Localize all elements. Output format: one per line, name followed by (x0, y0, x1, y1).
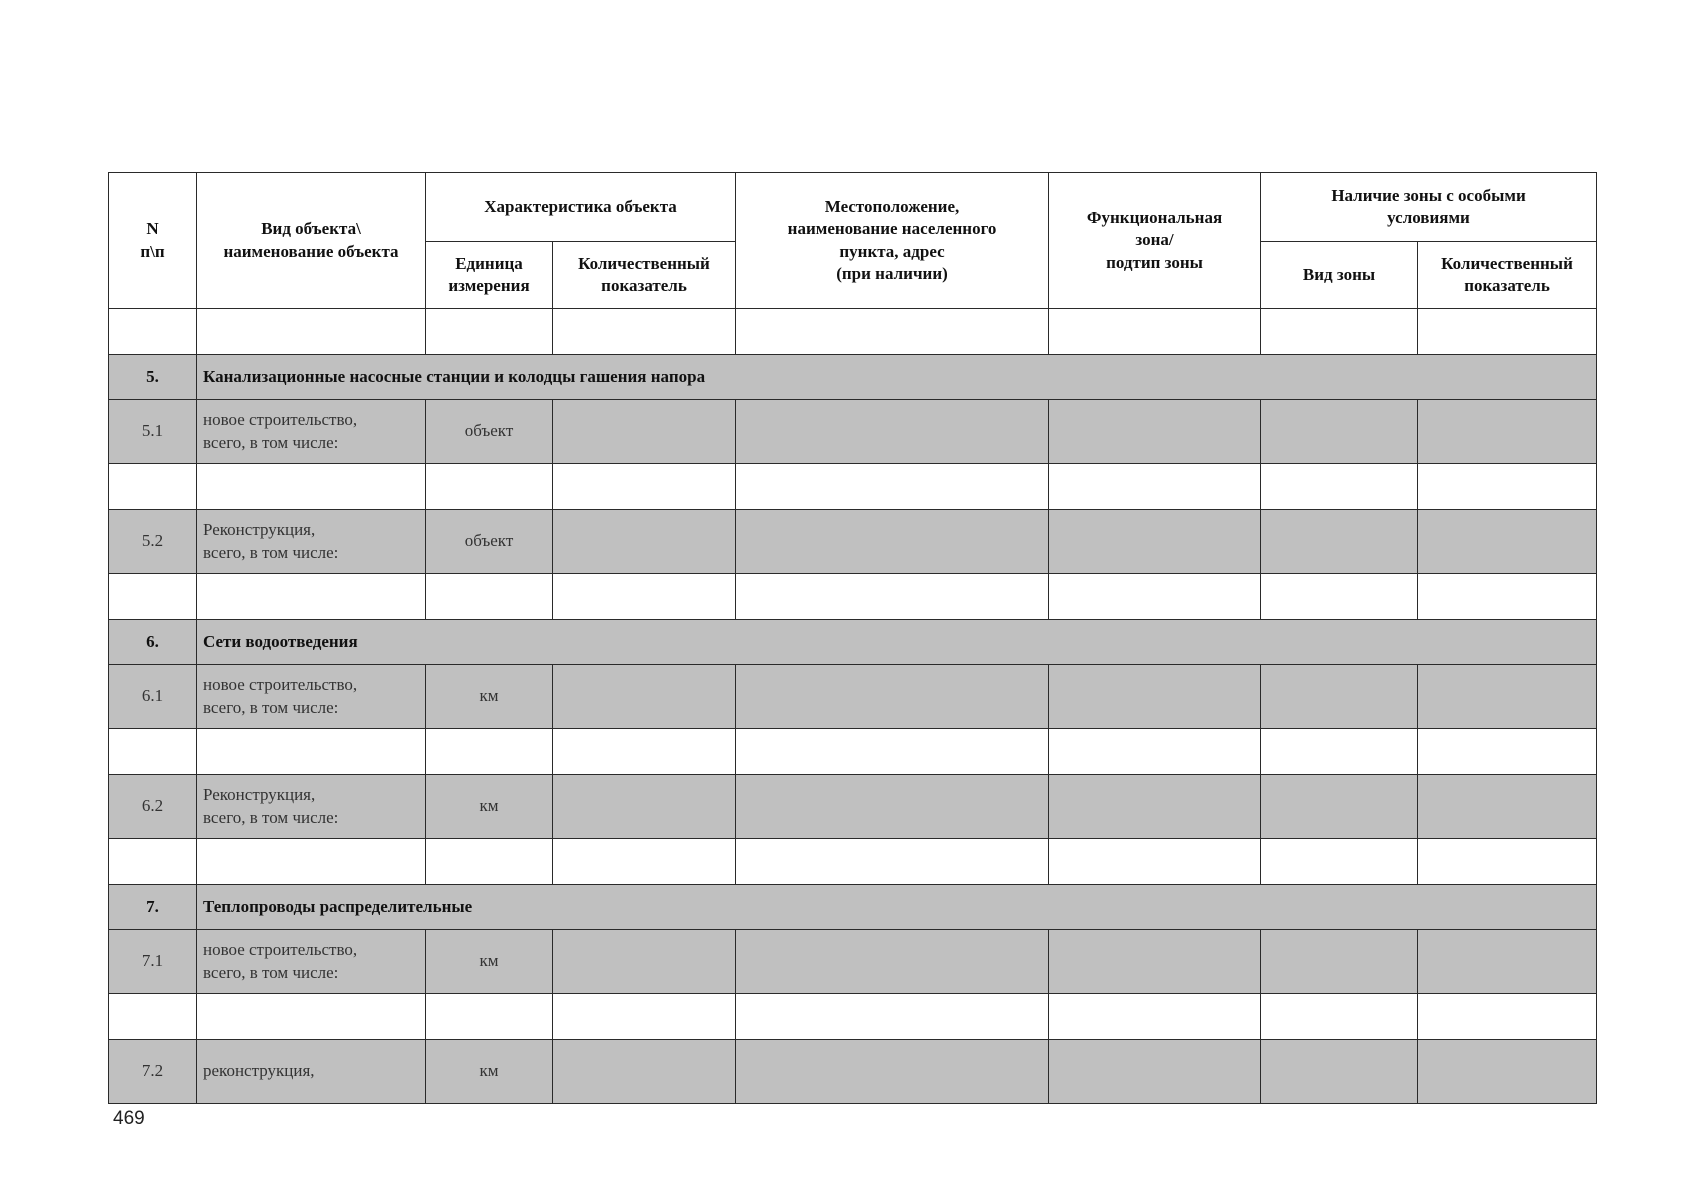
table-cell (1418, 464, 1597, 510)
table-cell (1261, 665, 1418, 729)
table-cell (109, 574, 197, 620)
table-cell (1049, 930, 1261, 994)
table-cell (1261, 994, 1418, 1040)
data-table (108, 172, 1597, 1104)
table-cell (426, 729, 553, 775)
table-cell (553, 510, 736, 574)
table-cell (553, 574, 736, 620)
header-num: N п\п (109, 173, 197, 309)
table-cell (553, 994, 736, 1040)
header-functional-zone: Функциональная зона/ подтип зоны (1049, 173, 1261, 309)
table-cell (197, 839, 426, 885)
section-title: Теплопроводы распределительные (197, 885, 1597, 930)
header-zone-type: Вид зоны (1261, 242, 1418, 309)
table-cell (1049, 400, 1261, 464)
table-row-blank (109, 994, 1597, 1040)
table-cell (553, 1040, 736, 1104)
item-num: 5.1 (109, 400, 197, 464)
table-cell (736, 994, 1049, 1040)
table-cell (197, 994, 426, 1040)
table-cell (197, 309, 426, 355)
table-cell (553, 400, 736, 464)
item-num: 6.2 (109, 775, 197, 839)
header-quantity: Количественный показатель (553, 242, 736, 309)
table-row-blank (109, 574, 1597, 620)
table-cell (1418, 729, 1597, 775)
table-cell (1049, 1040, 1261, 1104)
table-row-blank (109, 839, 1597, 885)
table-cell (736, 510, 1049, 574)
item-unit: объект (426, 510, 553, 574)
item-name: новое строительство, всего, в том числе: (197, 400, 426, 464)
table-cell (1261, 729, 1418, 775)
item-unit: км (426, 930, 553, 994)
table-cell (736, 665, 1049, 729)
table-cell (1418, 510, 1597, 574)
table-cell (426, 309, 553, 355)
table-cell (1261, 400, 1418, 464)
table-cell (1049, 574, 1261, 620)
table-cell (553, 464, 736, 510)
section-num: 7. (109, 885, 197, 930)
table-row (109, 775, 1597, 839)
table-row (109, 1040, 1597, 1104)
section-title: Канализационные насосные станции и колодцы гашения напора (197, 355, 1597, 400)
table-cell (426, 464, 553, 510)
table-cell (1049, 729, 1261, 775)
table-cell (426, 574, 553, 620)
table-cell (1049, 994, 1261, 1040)
table-row-blank (109, 729, 1597, 775)
table-cell (1418, 994, 1597, 1040)
table-cell (736, 574, 1049, 620)
table-cell (736, 309, 1049, 355)
table-cell (1261, 510, 1418, 574)
table-cell (1049, 665, 1261, 729)
table-cell (109, 464, 197, 510)
item-name: реконструкция, (197, 1040, 426, 1104)
section-num: 6. (109, 620, 197, 665)
table-row (109, 510, 1597, 574)
table-cell (1261, 1040, 1418, 1104)
header-characteristic: Характеристика объекта (426, 173, 736, 242)
table-cell (1261, 839, 1418, 885)
table-cell (736, 729, 1049, 775)
page-number: 469 (113, 1108, 145, 1129)
item-unit: км (426, 1040, 553, 1104)
table-cell (109, 839, 197, 885)
table-cell (197, 729, 426, 775)
table-cell (197, 464, 426, 510)
header-name: Вид объекта\ наименование объекта (197, 173, 426, 309)
item-unit: объект (426, 400, 553, 464)
header-location: Местоположение, наименование населенного пункта, адрес (при наличии) (736, 173, 1049, 309)
table-cell (553, 665, 736, 729)
table-cell (1261, 775, 1418, 839)
table-cell (736, 464, 1049, 510)
table-cell (1418, 775, 1597, 839)
table-cell (1049, 464, 1261, 510)
table-cell (426, 994, 553, 1040)
table-row (109, 400, 1597, 464)
section-row (109, 355, 1597, 400)
section-num: 5. (109, 355, 197, 400)
table-row (109, 930, 1597, 994)
table-cell (553, 309, 736, 355)
table-cell (109, 729, 197, 775)
table-cell (1418, 400, 1597, 464)
table-cell (736, 1040, 1049, 1104)
item-unit: км (426, 665, 553, 729)
section-title: Сети водоотведения (197, 620, 1597, 665)
item-unit: км (426, 775, 553, 839)
header-unit: Единица измерения (426, 242, 553, 309)
table-row-blank (109, 464, 1597, 510)
table-cell (1418, 309, 1597, 355)
table-cell (1261, 930, 1418, 994)
item-name: Реконструкция, всего, в том числе: (197, 775, 426, 839)
item-name: новое строительство, всего, в том числе: (197, 665, 426, 729)
table-cell (1418, 839, 1597, 885)
table-cell (736, 930, 1049, 994)
table-cell (1261, 309, 1418, 355)
table-cell (197, 574, 426, 620)
table-cell (736, 839, 1049, 885)
table-cell (1261, 574, 1418, 620)
table-cell (736, 400, 1049, 464)
item-num: 7.2 (109, 1040, 197, 1104)
table-cell (109, 994, 197, 1040)
item-name: новое строительство, всего, в том числе: (197, 930, 426, 994)
table-row-blank (109, 309, 1597, 355)
item-name: Реконструкция, всего, в том числе: (197, 510, 426, 574)
item-num: 7.1 (109, 930, 197, 994)
header-zone-quantity: Количественный показатель (1418, 242, 1597, 309)
table-cell (426, 839, 553, 885)
table-cell (553, 729, 736, 775)
table-cell (1049, 510, 1261, 574)
table-cell (1261, 464, 1418, 510)
table-row (109, 665, 1597, 729)
table-cell (109, 309, 197, 355)
table-cell (1418, 1040, 1597, 1104)
section-row (109, 620, 1597, 665)
table-cell (1418, 930, 1597, 994)
table-cell (736, 775, 1049, 839)
header-special-zone: Наличие зоны с особыми условиями (1261, 173, 1597, 242)
table-cell (1049, 839, 1261, 885)
table-cell (1418, 665, 1597, 729)
table-cell (553, 930, 736, 994)
table-cell (1418, 574, 1597, 620)
item-num: 6.1 (109, 665, 197, 729)
table-cell (1049, 775, 1261, 839)
item-num: 5.2 (109, 510, 197, 574)
table-cell (1049, 309, 1261, 355)
table-cell (553, 775, 736, 839)
section-row (109, 885, 1597, 930)
table-cell (553, 839, 736, 885)
